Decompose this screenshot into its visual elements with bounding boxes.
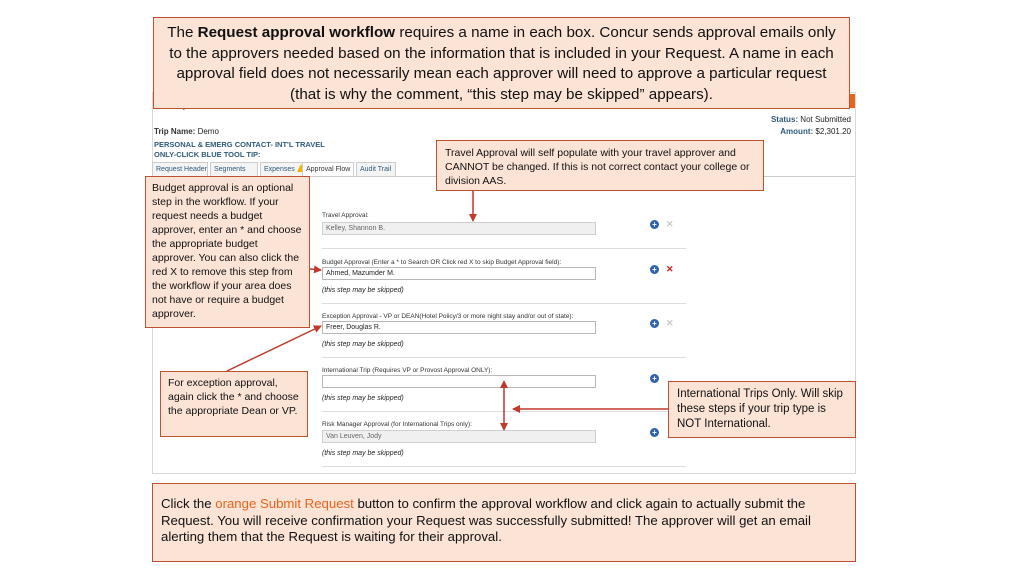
exception-approval-input[interactable]: Freer, Douglas R. [322,321,596,334]
exception-approval-callout: For exception approval, again click the * and choose the appropriate Dean or VP. [160,371,308,437]
international-trip-label: International Trip (Requires VP or Provost Approval ONLY): [322,367,493,374]
budget-approval-input[interactable]: Ahmed, Mazumder M. [322,267,596,280]
remove-step-icon[interactable]: ✕ [666,264,674,274]
risk-manager-label: Risk Manager Approval (for International Trips only): [322,421,472,428]
remove-step-icon: ✕ [666,318,674,328]
travel-approval-field: Kelley, Shannon B. [322,222,596,235]
risk-manager-field: Van Leuven, Jody [322,430,596,443]
add-approver-icon[interactable]: + [650,374,659,383]
amount-label: Amount: [780,127,814,136]
budget-skip-note: (this step may be skipped) [322,287,404,294]
tab-expenses-label: Expenses [264,166,295,173]
request-status-block [700,114,851,138]
personal-contact-line-2: ONLY-CLICK BLUE TOOL TIP: [154,150,261,159]
add-approver-icon[interactable]: + [650,220,659,229]
trip-name-label: Trip Name: [154,127,196,136]
tab-audit-trail[interactable]: Audit Trail [356,162,396,176]
amount-value: $2,301.20 [815,127,851,136]
tab-request-header[interactable]: Request Header [152,162,208,176]
personal-contact-link[interactable] [154,140,325,160]
travel-approval-callout: Travel Approval will self populate with your travel approver and CANNOT be changed. If this is not correct contact your college or division AAS. [436,140,764,191]
risk-manager-skip-note: (this step may be skipped) [322,450,404,457]
international-skip-note: (this step may be skipped) [322,395,404,402]
remove-step-icon: ✕ [666,219,674,229]
international-trips-callout: International Trips Only. Will skip these steps if your trip type is NOT International. [668,381,856,438]
exception-approval-label: Exception Approval - VP or DEAN(Hotel Policy/3 or more night stay and/or out of state): [322,313,574,320]
add-approver-icon[interactable]: + [650,265,659,274]
exception-skip-note: (this step may be skipped) [322,341,404,348]
personal-contact-line-1: PERSONAL & EMERG CONTACT- INT'L TRAVEL [154,140,325,149]
tab-segments[interactable]: Segments [210,162,258,176]
field-divider [322,248,686,249]
intro-text-2: requires a name in each box. Concur sends approval emails only to the approvers needed based on the information that is included in your Request. A name in each approval field does not necessarily mean each approver will need to approve a particular request (that is why the comment, “this step may be skipped” appears). [169,24,836,103]
trip-name-value: Demo [197,127,219,136]
tab-approval-flow[interactable]: Approval Flow [302,162,354,176]
field-divider [322,303,686,304]
budget-approval-label: Budget Approval (Enter a * to Search OR Click red X to skip Budget Approval field): [322,259,562,266]
intro-text-1: The [167,24,198,41]
status-label: Status: [770,115,799,124]
field-divider [322,357,686,358]
add-approver-icon[interactable]: + [650,319,659,328]
intro-bold: Request approval workflow [197,24,396,41]
international-trip-input[interactable] [322,375,596,388]
submit-instructions-note [152,483,856,562]
submit-text-1: Click the [161,496,216,511]
field-divider [322,466,686,467]
travel-approval-label: Travel Approval: [322,212,369,219]
submit-text-2: button to confirm the approval workflow and click again to actually submit the Request. You will receive confirmation your Request was successfully submitted! The approver will get an email alerting them that the Request is waiting for their approval. [161,496,811,544]
trip-name [154,127,219,136]
workflow-intro-note [153,17,850,109]
add-approver-icon[interactable]: + [650,428,659,437]
field-divider [322,411,686,412]
budget-approval-callout: Budget approval is an optional step in the workflow. If your request needs a budget approver, enter an * and choose the appropriate budget approver. You can also click the red X to remove this step from the workflow if your area does not have or require a budget approver. [145,176,310,328]
submit-orange-text: orange Submit Request [215,496,354,511]
status-value: Not Submitted [800,115,851,124]
